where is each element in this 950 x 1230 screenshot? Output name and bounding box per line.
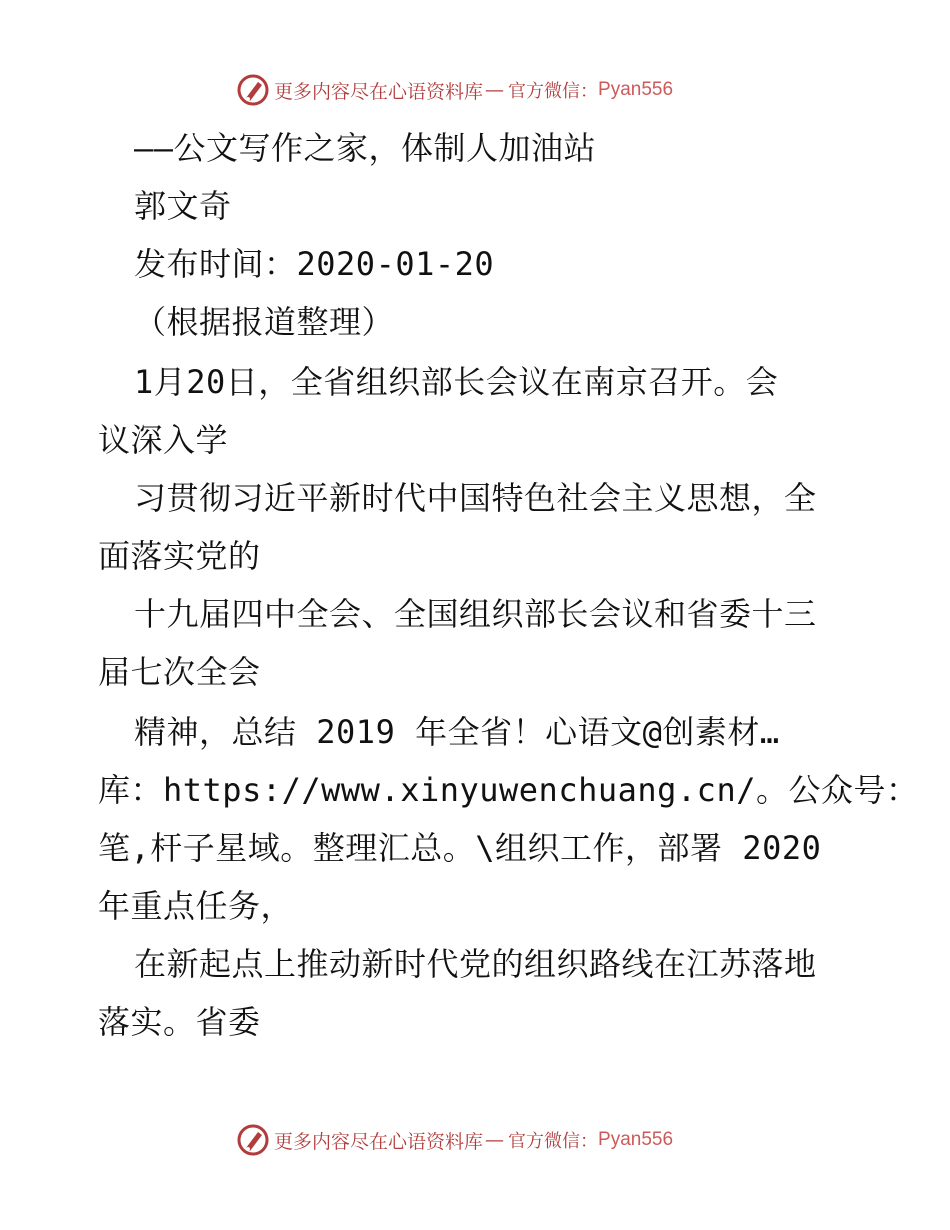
doc-line: 落实。省委 xyxy=(98,1003,261,1041)
watermark-header xyxy=(236,72,673,108)
doc-line: 1月20日，全省组织部长会议在南京召开。会 xyxy=(134,363,779,401)
doc-line: 十九届四中全会、全国组织部长会议和省委十三 xyxy=(134,595,817,633)
doc-line: 郭文奇 xyxy=(134,187,232,225)
doc-line: ——公文写作之家，体制人加油站 xyxy=(134,129,597,167)
doc-line: 议深入学 xyxy=(98,421,229,459)
doc-line: 精神，总结 2019 年全省！心语文@创素材… xyxy=(134,713,780,751)
pen-circle-icon xyxy=(236,73,270,107)
doc-line: 习贯彻习近平新时代中国特色社会主义思想，全 xyxy=(134,479,817,517)
watermark-separator: — xyxy=(485,79,505,101)
doc-line: 届七次全会 xyxy=(98,653,261,691)
watermark-handle: Pyan556 xyxy=(598,79,674,100)
watermark-wechat-label: 官方微信： xyxy=(508,1131,599,1152)
doc-line: 笔,杆子星域。整理汇总。\组织工作，部署 2020 xyxy=(98,829,822,867)
watermark-footer xyxy=(236,1122,673,1158)
doc-line: （根据报道整理） xyxy=(134,303,395,341)
watermark-wechat-label: 官方微信： xyxy=(508,81,599,102)
doc-line: 面落实党的 xyxy=(98,537,261,575)
pen-circle-icon xyxy=(236,1123,270,1157)
doc-line: 在新起点上推动新时代党的组织路线在江苏落地 xyxy=(134,945,817,983)
watermark-separator: — xyxy=(485,1129,505,1151)
watermark-site-text: 更多内容尽在心语资料库 xyxy=(274,80,484,103)
doc-line: 发布时间：2020-01-20 xyxy=(134,245,495,283)
watermark-site-text: 更多内容尽在心语资料库 xyxy=(274,1130,484,1153)
doc-line: 年重点任务， xyxy=(98,887,294,925)
doc-line: 库：https://www.xinyuwenchuang.cn/。公众号： xyxy=(98,771,919,809)
watermark-handle: Pyan556 xyxy=(598,1129,674,1150)
